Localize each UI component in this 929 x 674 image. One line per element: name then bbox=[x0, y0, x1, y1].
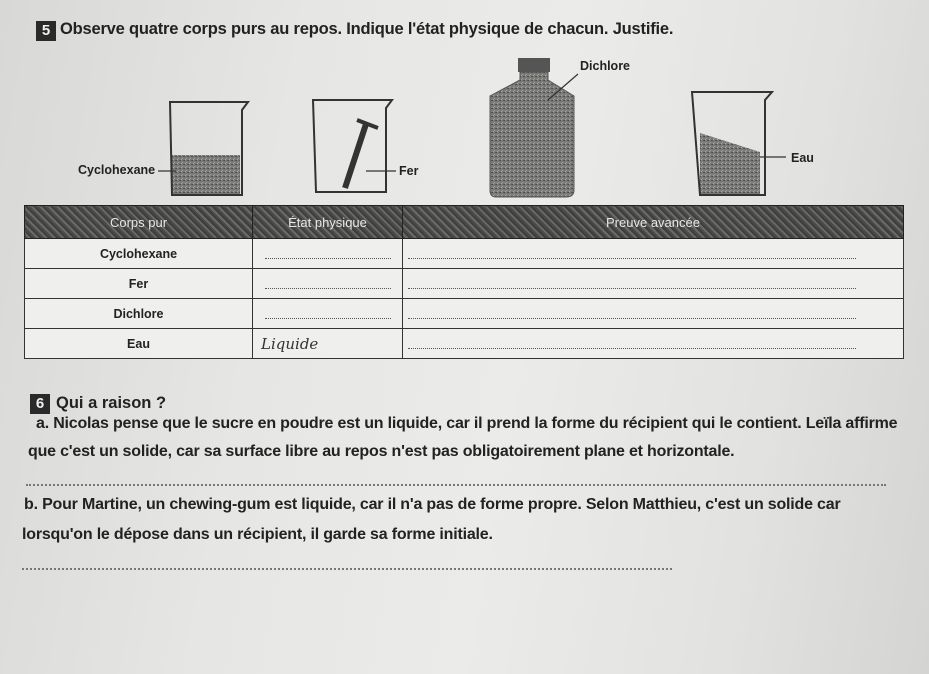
header-corps-pur: Corps pur bbox=[25, 206, 253, 239]
header-etat-physique: État physique bbox=[253, 206, 403, 239]
dichlore-bottle bbox=[490, 58, 578, 197]
table-row bbox=[25, 299, 904, 329]
label-fer: Fer bbox=[399, 164, 419, 178]
row-corps-name: Eau bbox=[25, 329, 253, 359]
row-corps-name: Cyclohexane bbox=[25, 239, 253, 269]
q6a-line1: a. Nicolas pense que le sucre en poudre est un liquide, car il prend la forme du récipient qui le contient. Leïla affirme bbox=[36, 415, 898, 432]
question-5-badge: 5 bbox=[36, 21, 56, 41]
answer-line-a[interactable] bbox=[26, 484, 886, 486]
cyclohexane-beaker bbox=[158, 102, 248, 195]
q6b-line1: b. Pour Martine, un chewing-gum est liquide, car il n'a pas de forme propre. Selon Matthieu, c'est un solide car bbox=[24, 496, 841, 513]
row-corps-name: Fer bbox=[25, 269, 253, 299]
question-6-title: Qui a raison ? bbox=[56, 394, 167, 412]
label-eau: Eau bbox=[791, 151, 814, 165]
question-5-text: Observe quatre corps purs au repos. Indique l'état physique de chacun. Justifie. bbox=[60, 20, 674, 38]
etat-field[interactable] bbox=[253, 299, 403, 329]
states-table bbox=[24, 205, 904, 359]
table-row bbox=[25, 239, 904, 269]
table-header-row bbox=[25, 206, 904, 239]
etat-field[interactable] bbox=[253, 239, 403, 269]
table-row bbox=[25, 329, 904, 359]
row-corps-name: Dichlore bbox=[25, 299, 253, 329]
preuve-field[interactable] bbox=[403, 299, 904, 329]
label-cyclohexane: Cyclohexane bbox=[78, 163, 156, 177]
etat-value-handwritten: Liquide bbox=[261, 334, 319, 353]
eau-beaker bbox=[692, 92, 786, 195]
table-row bbox=[25, 269, 904, 299]
preuve-field[interactable] bbox=[403, 239, 904, 269]
preuve-field[interactable] bbox=[403, 329, 904, 359]
q6b-line2: lorsqu'on le dépose dans un récipient, il garde sa forme initiale. bbox=[22, 526, 493, 543]
fer-beaker bbox=[313, 100, 396, 192]
question-6-badge: 6 bbox=[30, 394, 50, 414]
answer-line-b[interactable] bbox=[22, 568, 672, 570]
etat-field[interactable] bbox=[253, 269, 403, 299]
etat-field[interactable] bbox=[253, 329, 403, 359]
q6a-line2: que c'est un solide, car sa surface libre au repos n'est pas obligatoirement plane et horizontale. bbox=[28, 443, 735, 460]
header-preuve-avancee: Preuve avancée bbox=[403, 206, 904, 239]
label-dichlore: Dichlore bbox=[580, 59, 631, 73]
preuve-field[interactable] bbox=[403, 269, 904, 299]
